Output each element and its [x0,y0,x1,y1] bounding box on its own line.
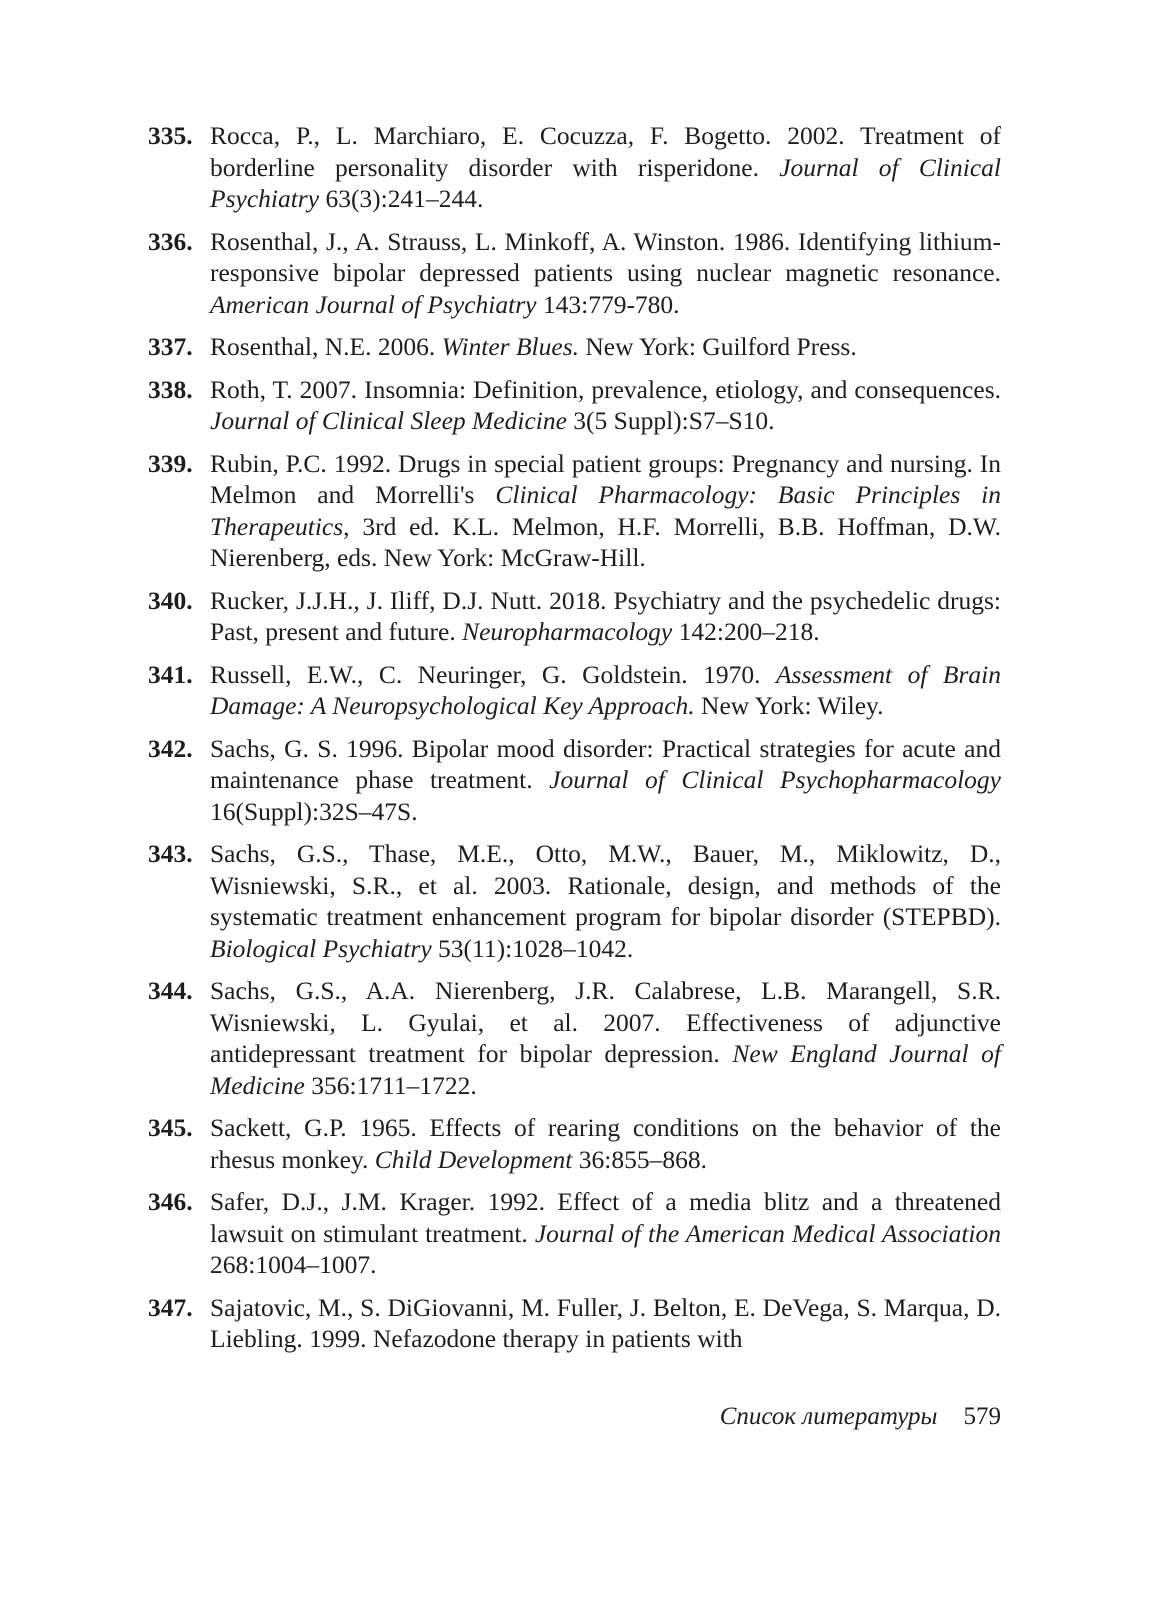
reference-text: Roth, T. 2007. Insomnia: Definition, prevalence, etiology, and consequences. [210,374,1001,404]
reference-entry [148,838,1001,964]
reference-text: 53(11):1028–1042. [431,933,634,963]
reference-number: 342. [148,733,193,763]
reference-text: Sachs, G.S., Thase, M.E., Otto, M.W., Bauer, M., Miklowitz, D., Wisniewski, S.R., et al. 2003. Rationale, design, and methods of the systematic treatment enhancement program for bipolar disorder (STEPBD). [210,839,1001,931]
reference-source-title: Assessment of Brain Damage: A Neuropsychological Key Approach. [210,659,1001,720]
reference-entry [148,585,1001,648]
reference-text: Rucker, J.J.H., J. Iliff, D.J. Nutt. 2018. Psychiatry and the psychedelic drugs: Past, present and future. [210,585,1001,646]
reference-entry [148,659,1001,722]
reference-source-title: Journal of Clinical Psychopharmacology [549,765,1001,794]
reference-text: New York: Wiley. [694,691,884,720]
reference-number: 338. [148,374,193,404]
reference-text: 356:1711–1722. [304,1070,477,1100]
reference-number: 337. [148,332,193,361]
reference-entry [148,331,1001,363]
reference-text: Sajatovic, M., S. DiGiovanni, M. Fuller, J. Belton, E. DeVega, S. Marqua, D. Liebling. 1999. Nefazodone therapy in patients with [210,1292,1001,1353]
reference-text: , 3rd ed. K.L. Melmon, H.F. Morrelli, B.B. Hoffman, D.W. Nierenberg, eds. New York: McGraw-Hill. [210,511,1001,572]
reference-text: 16(Suppl):32S–47S. [210,796,418,826]
reference-number: 343. [148,839,193,868]
reference-entry [148,975,1001,1101]
reference-text: Rubin, P.C. 1992. Drugs in special patient groups: Pregnancy and nursing. In Melmon and Morrelli's [210,448,1001,509]
reference-number: 336. [148,226,193,256]
reference-text: 63(3):241–244. [319,184,484,213]
reference-text: Russell, E.W., C. Neuringer, G. Goldstein. 1970. [210,659,776,689]
reference-text: New York: Guilford Press. [579,332,857,361]
reference-text: Rosenthal, N.E. 2006. [210,332,442,361]
reference-entry [148,374,1001,437]
reference-source-title: Winter Blues. [441,332,580,361]
reference-source-title: Child Development [374,1144,573,1174]
reference-source-title: Journal of Clinical Psychiatry [210,152,1002,213]
reference-number: 344. [148,976,193,1005]
reference-source-title: New England Journal of Medicine [210,1039,1001,1100]
reference-number: 346. [148,1187,193,1216]
reference-number: 347. [148,1292,193,1322]
page-number: 579 [963,1403,1001,1430]
reference-number: 340. [148,585,193,615]
reference-text: Sackett, G.P. 1965. Effects of rearing conditions on the behavior of the rhesus monkey. [210,1113,1001,1174]
reference-entry [148,1112,1001,1175]
reference-text: Rosenthal, J., A. Strauss, L. Minkoff, A. Winston. 1986. Identifying lithium-responsive bipolar depressed patients using nuclear magnetic resonance. [210,226,1001,287]
reference-source-title: Journal of the American Medical Association [534,1218,1001,1248]
reference-source-title: Neuropharmacology [462,617,673,646]
reference-text: 3(5 Suppl):S7–S10. [566,406,775,435]
reference-text: 142:200–218. [672,617,820,646]
reference-text: Rocca, P., L. Marchiaro, E. Cocuzza, F. Bogetto. 2002. Treatment of borderline personality disorder with risperidone. [210,121,1001,182]
reference-source-title: American Journal of Psychiatry [210,289,537,319]
footer-section-title: Список литературы [719,1403,938,1430]
reference-entry [148,226,1001,321]
reference-text: 36:855–868. [572,1144,707,1174]
reference-text: Safer, D.J., J.M. Krager. 1992. Effect of a media blitz and a threatened lawsuit on stimulant treatment. [210,1187,1001,1248]
reference-number: 341. [148,659,193,689]
reference-source-title: Clinical Pharmacology: Basic Principles in Therapeutics [210,480,1001,541]
page-footer [700,1403,1001,1431]
reference-entry [148,1186,1001,1281]
reference-entry [148,733,1001,828]
reference-text: 268:1004–1007. [210,1250,377,1279]
reference-text: Sachs, G. S. 1996. Bipolar mood disorder: Practical strategies for acute and maintenance phase treatment. [210,733,1001,794]
reference-source-title: Biological Psychiatry [210,933,432,963]
reference-number: 345. [148,1113,193,1142]
reference-text: 143:779-780. [536,289,680,319]
reference-source-title: Journal of Clinical Sleep Medicine [210,406,567,435]
reference-text: Sachs, G.S., A.A. Nierenberg, J.R. Calabrese, L.B. Marangell, S.R. Wisniewski, L. Gyulai, et al. 2007. Effectiveness of adjunctive antidepressant treatment for bipolar depression. [210,976,1001,1068]
reference-entry [148,120,1001,215]
reference-list [148,120,1001,1366]
reference-entry [148,1292,1001,1355]
reference-entry [148,448,1001,574]
reference-number: 339. [148,448,193,478]
reference-number: 335. [148,121,193,150]
